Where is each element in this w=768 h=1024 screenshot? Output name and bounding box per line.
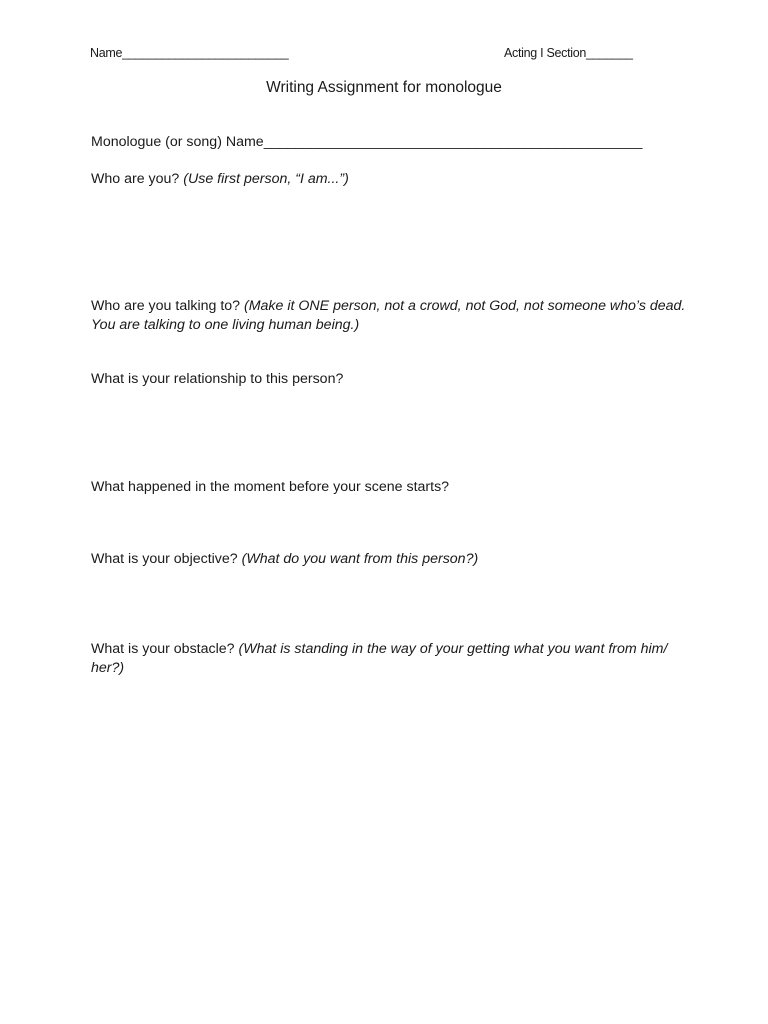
- question-moment-before: [91, 478, 691, 497]
- question-text: Monologue (or song) Name________________________________________________: [91, 134, 643, 150]
- question-text: What happened in the moment before your scene starts?: [91, 479, 450, 495]
- question-hint: (What is standing in the way of your getting what you want from him/ her?): [91, 641, 668, 676]
- question-objective: [91, 550, 691, 569]
- question-text: Who are you?: [91, 171, 184, 187]
- question-text: Who are you talking to?: [91, 298, 244, 314]
- question-who-are-you: [91, 170, 691, 189]
- question-text: What is your relationship to this person?: [91, 371, 344, 387]
- question-obstacle: [91, 640, 691, 678]
- student-name-field: Name_________________________: [90, 46, 289, 60]
- page-title: Writing Assignment for monologue: [266, 79, 502, 96]
- question-talking-to: [91, 297, 691, 335]
- question-relationship: [91, 370, 691, 389]
- question-monologue-name: [91, 133, 691, 152]
- question-hint: (Make it ONE person, not a crowd, not God, not someone who’s dead. You are talking to one living human being.): [91, 298, 686, 333]
- section-field: Acting I Section_______: [504, 46, 633, 60]
- question-text: What is your objective?: [91, 551, 242, 567]
- question-text: What is your obstacle?: [91, 641, 239, 657]
- question-hint: (Use first person, “I am...”): [183, 171, 349, 187]
- question-hint: (What do you want from this person?): [241, 551, 479, 567]
